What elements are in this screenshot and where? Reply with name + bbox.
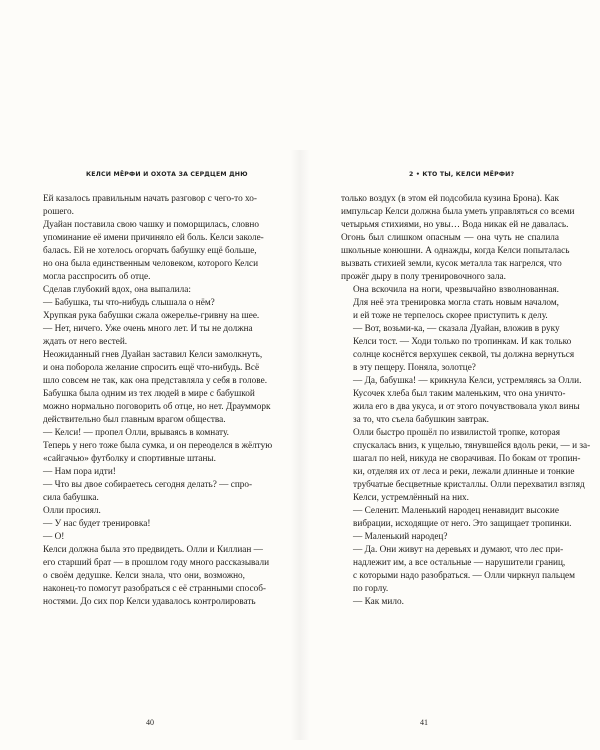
text-line: трубчатые бесцветные кристаллы. Олли перехватил взгляд [353,480,585,491]
paragraph [341,596,559,609]
text-line: в эту пещеру. Поняла, золотце? [353,363,476,374]
text-line: рошего. [43,207,74,218]
text-line: действительно был главным врагом общества. [43,415,226,426]
paragraph [341,505,572,531]
text-line: сила бабушка. [43,493,99,504]
paragraph [341,544,575,596]
text-line: ждать от него вестей. [43,337,128,348]
text-line: Келси, устремлённый на них. [353,493,469,504]
text-line: Ей казалось правильным начать разговор с чего-то хо- [43,194,257,204]
paragraph [31,518,245,531]
text-line: — Нам пора идти! [43,467,116,478]
text-line: — У нас будет тренировка! [43,519,151,530]
text-line: — Маленький народец? [353,532,448,543]
text-line: упоминание её имени причиняло ей боль. Келси заколе- [43,233,264,244]
text-line: ки, отделяя их от леса и реки, лежали длинные и тонкие [353,467,575,478]
text-line: балась. Ей не хотелось огорчать бабушку ещё больше, [43,246,257,257]
paragraph [31,531,245,544]
paragraph [31,479,253,505]
paragraph [31,310,260,323]
text-line: можно нормально поговорить об отце, но нет. Драумморк [43,402,271,413]
paragraph [341,427,591,505]
text-line: Келси должна была это предвидеть. Олли и Киллиан — [43,545,263,556]
text-line: — О! [43,532,65,543]
text-line: Для неё эта тренировка могла стать новым началом, [353,298,559,309]
text-line: — Вот, возьми-ка, — сказала Дуайан, вложив в руку [353,324,560,335]
text-line: четырьмя стихиями, но увы… Вода никак ей не давалась. [341,220,569,231]
text-line: Олли просиял. [43,506,101,517]
text-line: Сделав глубокий вдох, она выпалила: [43,285,191,296]
text-line: прожёг дыру в полу тренировочного зала. [341,272,506,283]
paragraph [31,427,245,440]
text-line: — Что вы двое собираетесь сегодня делать? — спро- [43,480,253,491]
left-page-number: 40 [146,718,154,727]
right-running-head: 2 • КТО ТЫ, КЕЛСИ МЁРФИ? [409,171,515,178]
text-line: «сайгачью» футболку и спортивные штаны. [43,454,216,465]
right-page [300,0,600,750]
paragraph [31,544,270,609]
text-line: Неожиданный гнев Дуайан заставил Келси замолкнуть, [43,350,263,361]
left-body-text [31,193,273,610]
text-line: по горлу. [353,584,389,595]
text-line: Дуайан поставила свою чашку и поморщилась, словно [43,220,259,231]
right-page-number: 41 [420,718,428,727]
text-line: и ей тоже не терпелось скорее приступить к делу. [353,311,548,322]
text-line: вибрации, исходящие от него. Это защищает тропинки. [353,519,572,530]
text-line: импульсар Келси должна была уметь управляться со всеми [341,207,575,218]
text-line: но она была единственным человеком, которого Келси [43,259,259,270]
paragraph [31,297,245,310]
text-line: шагал по ней, никуда не сворачивая. По бокам от тропин- [353,454,581,465]
paragraph [341,388,580,427]
text-line: Огонь был слишком опасным — она чуть не спалила [341,233,559,244]
paragraph [341,284,559,323]
text-line: наконец-то помогут разобраться с её странными способ- [43,584,266,595]
paragraph [341,323,575,375]
text-line: солнце коснётся верхушек секвой, ты должна вернуться [353,350,575,361]
paragraph [31,440,273,466]
text-line: спускалась вниз, к ущелью, тянувшейся вдоль реки, — и за- [353,441,591,452]
text-line: и она поборола желание спросить ещё что-нибудь. Всё [43,363,260,374]
text-line: Хрупкая рука бабушки сжала ожерелье-гривну на шее. [43,311,260,322]
text-line: о своём дедушке. Келси знала, что они, возможно, [43,571,245,582]
text-line: Бабушка была одним из тех людей в мире с бабушкой [43,389,255,400]
text-line: Келси тост. — Ходи только по тропинкам. И как только [353,337,572,348]
text-line: — Нет, ничего. Уже очень много лет. И ты не должна [43,324,253,335]
text-line: — Как мило. [353,597,404,608]
text-line: — Селенит. Маленький народец ненавидит высокие [353,506,559,517]
paragraph [31,219,264,284]
text-line: вызвать стихией земли, кусок металла так нагрелся, что [341,259,562,270]
paragraph [31,323,253,349]
paragraph [31,466,245,479]
text-line: ностями. До сих пор Келси удавалось контролировать [43,597,256,608]
paragraph [341,531,559,544]
text-line: могла расспросить об отце. [43,272,151,283]
left-running-head: КЕЛСИ МЁРФИ И ОХОТА ЗА СЕРДЦЕМ ДНЮ [86,171,248,178]
text-line: — Да. Они живут на деревьях и думают, что лес при- [353,545,564,556]
text-line: Кусочек хлеба был таким маленьким, что она уничто- [353,389,566,400]
text-line: Теперь у него тоже была сумка, и он переоделся в жёлтую [43,441,273,452]
text-line: школьные конюшни. А однажды, когда Келси попыталась [341,246,570,257]
text-line: — Да, бабушка! — крикнула Келси, устремляясь за Олли. [353,376,582,387]
text-line: — Бабушка, ты что-нибудь слышала о нём? [43,298,215,309]
text-line: надлежит им, а все остальные — нарушители границ, [353,558,566,569]
paragraph [341,375,582,388]
text-line: шло совсем не так, как она представляла у себя в голове. [43,376,268,387]
text-line: его старший брат — в прошлом году много рассказывали [43,558,270,569]
paragraph [341,193,575,284]
right-body-text [341,193,591,610]
text-line: с которыми надо разобраться. — Олли чиркнул пальцем [353,571,575,582]
text-line: — Келси! — пропел Олли, врываясь в комнату. [43,428,229,439]
text-line: Олли быстро прошёл по извилистой тропке, которая [353,428,560,439]
gutter-shadow [290,150,310,740]
text-line: Она вскочила на ноги, чрезвычайно взволнованная. [353,285,559,296]
text-line: за то, что съела бабушкин завтрак. [353,415,489,426]
text-line: жила его в два укуса, и от этого почувствовала укол вины [353,402,580,413]
paragraph [31,505,245,518]
paragraph [31,349,271,427]
paragraph [31,193,257,219]
paragraph [31,284,245,297]
text-line: только воздух (в этом ей подсобила кузина Брона). Как [341,194,559,204]
